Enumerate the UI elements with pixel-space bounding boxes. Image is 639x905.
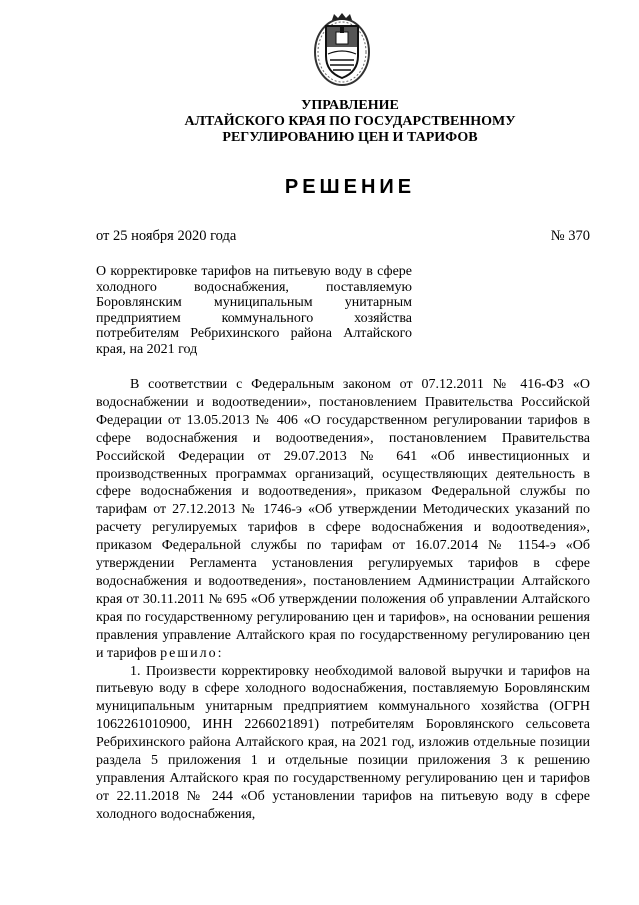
authority-name (120, 98, 580, 146)
authority-line: РЕГУЛИРОВАНИЮ ЦЕН И ТАРИФОВ (222, 130, 478, 145)
document-number: № 370 (550, 228, 590, 244)
resolved-word: решило (160, 645, 218, 661)
authority-line: УПРАВЛЕНИЕ (301, 98, 399, 113)
document-subject: О корректировке тарифов на питьевую воду в сфере холодного водоснабжения, поставляемую Боровлянским муниципальным унитарным предприятием коммунального хозяйства потребителям Ребрихинского района Алтайского края, на 2021 год (96, 264, 412, 357)
altai-krai-coat-of-arms-icon (312, 12, 372, 88)
paragraph-text: В соответствии с Федеральным законом от 07.12.2011 № 416-ФЗ «О водоснабжении и водоотведении», постановлением Правительства Российской Федерации от 13.05.2013 № 406 «О государственном регулировании тарифов в сфере водоснабжения и водоотведения», постановлением Правительства Российской Федерации от 29.07.2013 № 641 «Об инвестиционных и производственных программах организаций, осуществляющих деятельность в сфере водоснабжения и водоотведения», приказом Федеральной службы по тарифам от 27.12.2013 № 1746-э «Об утверждении Методических указаний по расчету регулируемых тарифов в сфере водоснабжения и водоотведения», приказом Федеральной службы по тарифам от 16.07.2014 № 1154-э «Об утверждении Регламента установления регулируемых тарифов в сфере водоснабжения и водоотведения», постановлением Администрации Алтайского края от 30.11.2011 № 695 «Об утверждении положения об управлении Алтайского края по государственному регулированию цен и тарифов», на основании решения правления управление Алтайского края по государственному регулированию цен и тарифов (96, 377, 590, 661)
document-date: от 25 ноября 2020 года (96, 228, 237, 244)
authority-line: АЛТАЙСКОГО КРАЯ ПО ГОСУДАРСТВЕННОМУ (184, 114, 516, 129)
paragraph-end: : (217, 645, 222, 661)
document-body (96, 376, 590, 824)
body-paragraph: 1. Произвести корректировку необходимой валовой выручки и тарифов на питьевую воду в сфере холодного водоснабжения, поставляемую Боровлянским муниципальным унитарным предприятием коммунального хозяйства (ОГРН 1062261010900, ИНН 2266021891) потребителям Боровлянского сельсовета Ребрихинского района Алтайского края, на 2021 год, изложив отдельные позиции раздела 5 приложения 1 и отдельные позиции приложения 3 к решению управления Алтайского края по государственному регулированию цен и тарифов от 22.11.2018 № 244 «Об установлении тарифов на питьевую воду в сфере холодного водоснабжения, (96, 663, 590, 822)
body-paragraph (96, 376, 590, 663)
document-type-title: РЕШЕНИЕ (284, 176, 416, 198)
